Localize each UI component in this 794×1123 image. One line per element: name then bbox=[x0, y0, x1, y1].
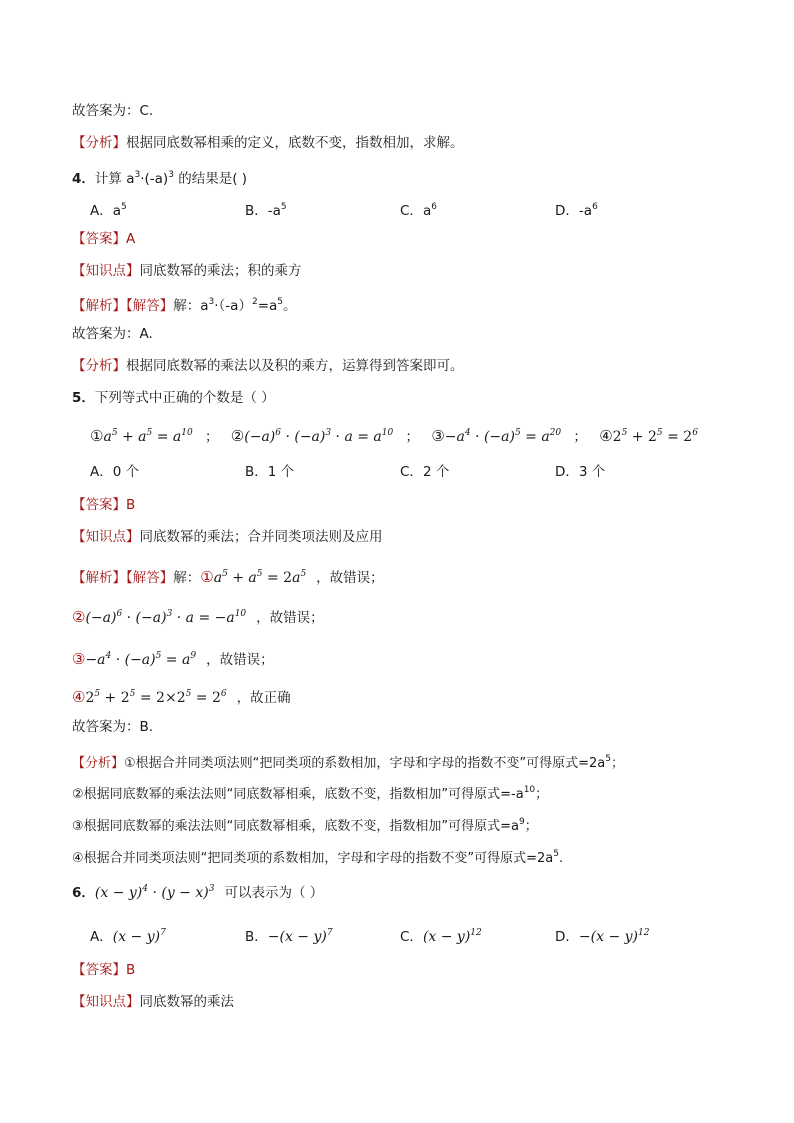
analysis-text: 根据同底数幂相乘的定义，底数不变，指数相加，求解。 bbox=[126, 135, 464, 151]
q6-option-d: D．$-(x - y)^{12}$ bbox=[555, 928, 650, 945]
q6-stem: 6．$(x - y)^4 \cdot (y - x)^3$ 可以表示为（ ） bbox=[72, 884, 324, 901]
q5-solution-3: $③-a^4 \cdot (-a)^5 = a^9$ ，故错误； bbox=[72, 650, 274, 668]
q5-solution-4: $④2^5 + 2^5 = 2\times 2^5 = 2^6$ ，故正确 bbox=[72, 688, 291, 706]
q4-option-d: D．$-a^6$ bbox=[555, 202, 598, 219]
q5-option-a: A．0 个 bbox=[90, 464, 140, 480]
q6-knowledge-point: 【知识点】同底数幂的乘法 bbox=[72, 994, 234, 1010]
q5-analysis-1: 【分析】①根据合并同类项法则“把同类项的系数相加，字母和字母的指数不变”可得原式$=2a^5$； bbox=[72, 754, 625, 771]
exponent: 3 bbox=[134, 170, 141, 180]
q5-solution-1: 【解析】【解答】解：$①a^5 + a^5 = 2a^5$ ，故错误； bbox=[72, 568, 384, 586]
kp-tag: 【知识点】 bbox=[72, 263, 140, 279]
q4-conclusion: 故答案为：A. bbox=[72, 326, 153, 342]
q5-equations: $①a^5 + a^5 = a^{10}$ ； $②(-a)^6 \cdot (-a)^3 \cdot a = a^{10}$ ； $③-a^4 \cdot (-a)^5 = a^{20}$ ； $④2^5 + 2^5 = 2^6$ bbox=[90, 427, 698, 445]
q4-knowledge-point bbox=[72, 262, 302, 280]
q4-option-a: A．$a^5$ bbox=[90, 202, 127, 219]
stem-text: 的结果是( ) bbox=[173, 171, 248, 187]
answer-value: A bbox=[126, 231, 136, 247]
q5-option-c: C．2 个 bbox=[400, 464, 450, 480]
q5-analysis-4: ④根据合并同类项法则“把同类项的系数相加，字母和字母的指数不变”可得原式$=2a^5$. bbox=[72, 849, 564, 866]
stem-text: ·(-a) bbox=[140, 171, 169, 187]
q4-stem bbox=[72, 166, 247, 188]
q5-knowledge-point: 【知识点】同底数幂的乘法；合并同类项法则及应用 bbox=[72, 529, 383, 545]
q6-option-a: A．$(x - y)^7$ bbox=[90, 928, 166, 945]
q3-analysis bbox=[72, 134, 464, 152]
q5-option-b: B．1 个 bbox=[245, 464, 295, 480]
q6-answer: 【答案】B bbox=[72, 962, 136, 978]
q5-conclusion: 故答案为：B. bbox=[72, 719, 154, 735]
q4-analysis: 【分析】根据同底数幂的乘法以及积的乘方，运算得到答案即可。 bbox=[72, 358, 464, 374]
q6-option-c: C．$(x - y)^{12}$ bbox=[400, 928, 482, 945]
exponent: 3 bbox=[168, 170, 174, 180]
q5-option-d: D．3 个 bbox=[555, 464, 606, 480]
q3-answer-line: 故答案为：C. bbox=[72, 103, 154, 119]
q5-analysis-3: ③根据同底数幂的乘法法则“同底数幂相乘，底数不变，指数相加”可得原式$=a^9$； bbox=[72, 817, 538, 834]
q4-option-c: C．$a^6$ bbox=[400, 202, 437, 219]
stem-text: 计算 a bbox=[94, 171, 135, 187]
q4-answer bbox=[72, 230, 135, 248]
q5-analysis-2: ②根据同底数幂的乘法法则“同底数幂相乘，底数不变，指数相加”可得原式$=-a^{10}$； bbox=[72, 785, 549, 802]
q4-solution: 【解析】【解答】解：$a^3\cdot(-a)^2=a^5$。 bbox=[72, 297, 297, 314]
question-number: 4． bbox=[72, 171, 95, 187]
q6-option-b: B．$-(x - y)^7$ bbox=[245, 928, 333, 945]
q5-answer: 【答案】B bbox=[72, 497, 136, 513]
analysis-tag: 【分析】 bbox=[72, 135, 126, 151]
answer-tag: 【答案】 bbox=[72, 231, 126, 247]
q5-stem: 5．下列等式中正确的个数是（ ） bbox=[72, 390, 275, 406]
q4-option-b: B．$-a^5$ bbox=[245, 202, 287, 219]
kp-text: 同底数幂的乘法；积的乘方 bbox=[139, 263, 302, 279]
q5-solution-2: $②(-a)^6 \cdot (-a)^3 \cdot a = -a^{10}$ ，故错误； bbox=[72, 608, 324, 626]
